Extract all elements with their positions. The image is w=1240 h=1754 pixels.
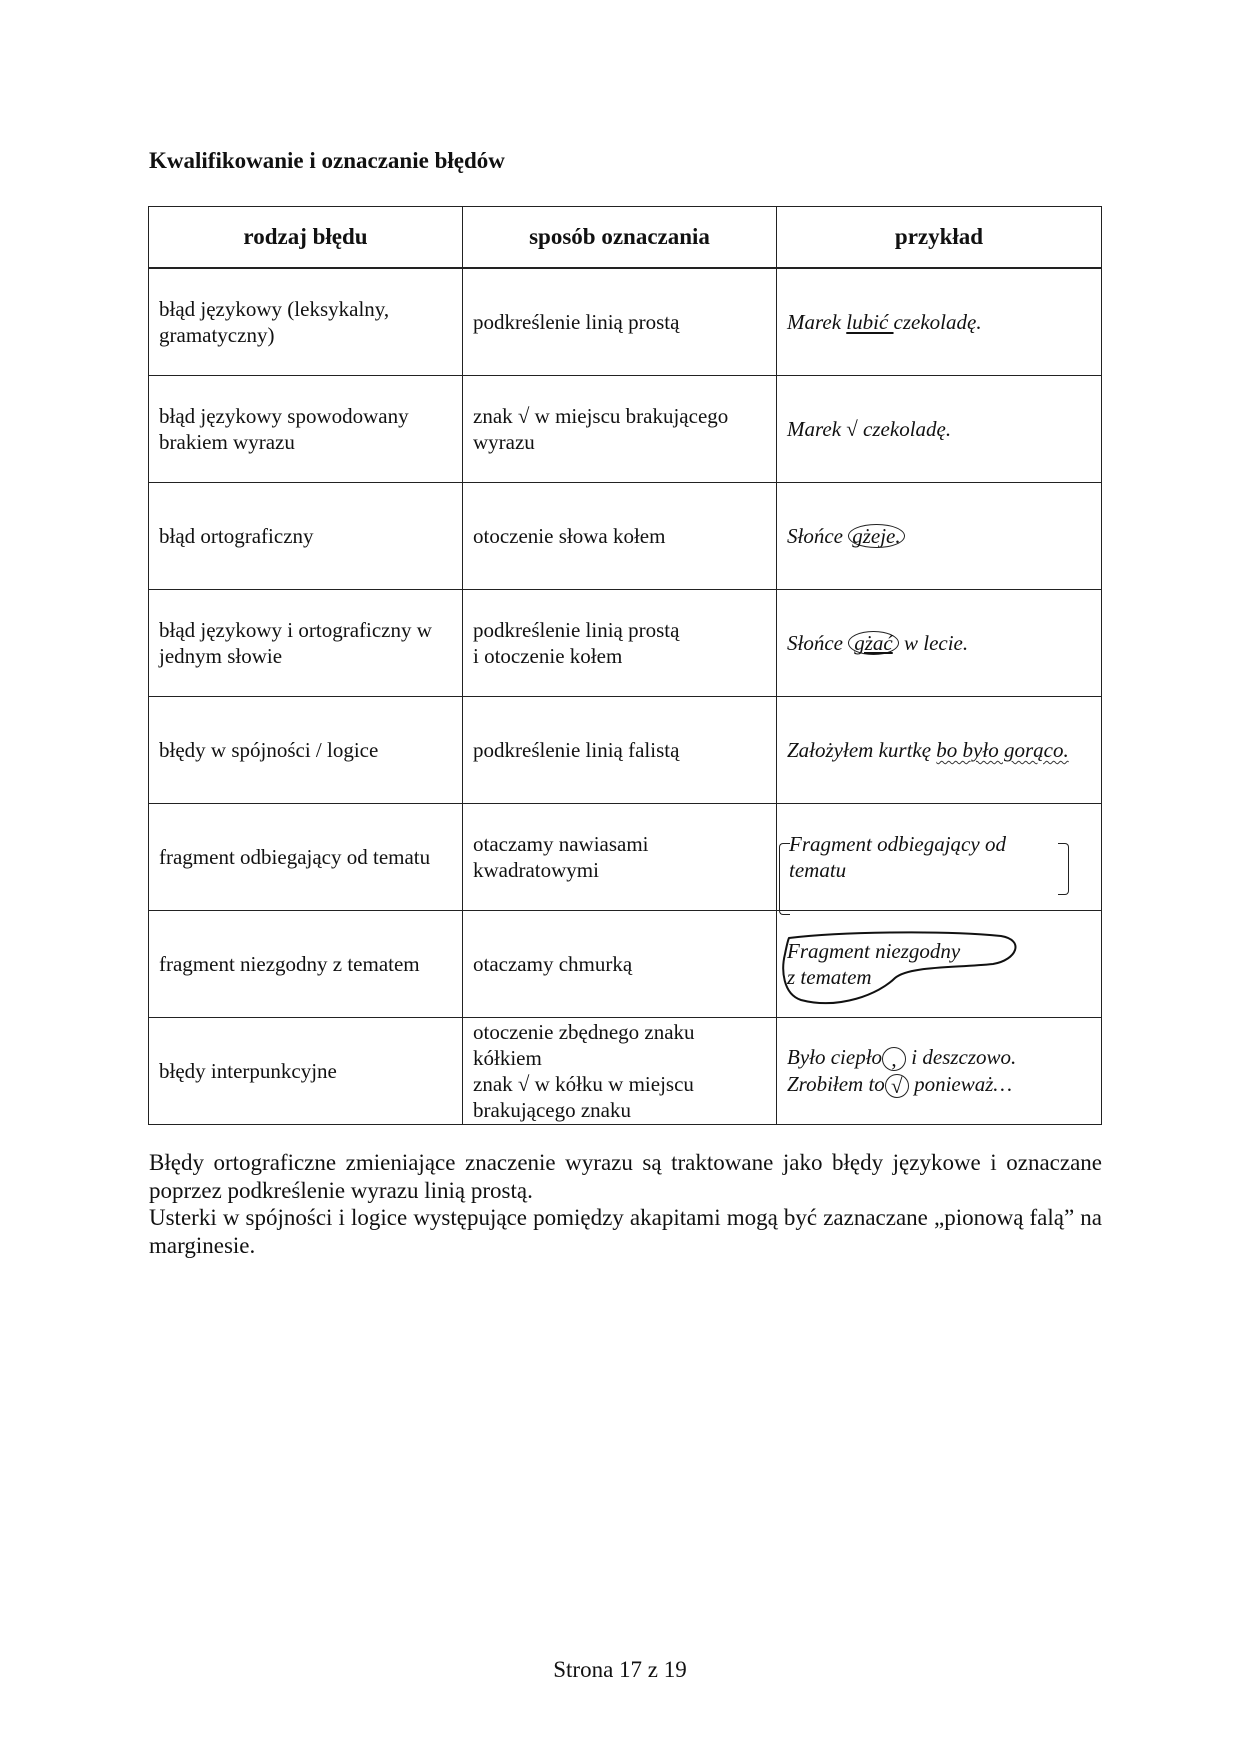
- marking-cell: podkreślenie linią falistą: [463, 697, 777, 804]
- table-header-row: [149, 207, 1102, 269]
- marking-cell: [463, 1018, 777, 1125]
- marking-cell: otaczamy nawiasami kwadratowymi: [463, 804, 777, 911]
- example-text: Fragment odbiegający od tematu: [789, 831, 1006, 882]
- example-cell: [777, 1018, 1102, 1125]
- note-paragraph: Usterki w spójności i logice występujące pomiędzy akapitami mogą być zaznaczane „pionową falą” na marginesie.: [149, 1205, 1102, 1258]
- table-row: [149, 268, 1102, 376]
- table-row: [149, 804, 1102, 911]
- example-text: Było ciepło: [787, 1044, 883, 1069]
- circled-word: gżeje.: [848, 524, 904, 548]
- table-row: [149, 590, 1102, 697]
- wavy-underlined-text: bo było gorąco.: [936, 737, 1069, 762]
- bracketed-fragment: [787, 831, 1091, 883]
- table-row: [149, 911, 1102, 1018]
- note-paragraph: Błędy ortograficzne zmieniające znaczenie wyrazu są traktowane jako błędy językowe i oznaczane poprzez podkreślenie wyrazu linią prostą.: [149, 1150, 1102, 1203]
- notes-section: [149, 1149, 1102, 1259]
- header-example: przykład: [777, 207, 1102, 269]
- circled-comma: ,: [882, 1047, 906, 1071]
- marking-cell: podkreślenie linią prostą: [463, 268, 777, 376]
- example-text: Słońce: [787, 630, 849, 655]
- example-cell: [777, 268, 1102, 376]
- example-cell: Marek √ czekoladę.: [777, 376, 1102, 483]
- example-text: Zrobiłem to: [787, 1072, 885, 1096]
- marking-line: otoczenie zbędnego znaku: [473, 1019, 695, 1044]
- table-row: [149, 1018, 1102, 1125]
- header-error-type: rodzaj błędu: [149, 207, 463, 269]
- underlined-word: lubić: [846, 309, 894, 334]
- header-marking-method: sposób oznaczania: [463, 207, 777, 269]
- error-type-cell: błąd ortograficzny: [149, 483, 463, 590]
- page-footer: Strona 17 z 19: [553, 1657, 687, 1682]
- error-type-cell: błąd językowy spowodowany brakiem wyrazu: [149, 376, 463, 483]
- right-square-bracket: [1058, 843, 1069, 895]
- marking-cell: otoczenie słowa kołem: [463, 483, 777, 590]
- marking-line: podkreślenie linią prostą: [473, 617, 680, 642]
- example-cell: [777, 590, 1102, 697]
- page-heading: Kwalifikowanie i oznaczanie błędów: [149, 148, 505, 173]
- example-cell: [777, 697, 1102, 804]
- example-text: Założyłem kurtkę: [787, 737, 937, 762]
- marking-cell: [463, 590, 777, 697]
- cloud-outline: [779, 930, 1021, 1006]
- example-text: w lecie.: [898, 630, 969, 655]
- table-row: [149, 376, 1102, 483]
- table-row: [149, 483, 1102, 590]
- table-row: [149, 697, 1102, 804]
- clouded-fragment: [787, 938, 1091, 990]
- error-type-cell: błąd językowy i ortograficzny w jednym słowie: [149, 590, 463, 697]
- example-text: czekoladę.: [893, 309, 982, 334]
- example-text: Fragment niezgodny: [787, 938, 961, 963]
- example-cell: [777, 804, 1102, 911]
- error-type-cell: fragment niezgodny z tematem: [149, 911, 463, 1018]
- marking-line: i otoczenie kołem: [473, 644, 623, 668]
- example-text: Marek: [787, 309, 847, 334]
- example-text: z tematem: [787, 965, 872, 989]
- error-type-cell: błędy w spójności / logice: [149, 697, 463, 804]
- error-marking-table: [148, 206, 1102, 1125]
- example-text: ponieważ…: [908, 1072, 1013, 1096]
- left-square-bracket: [779, 843, 790, 915]
- marking-cell: otaczamy chmurką: [463, 911, 777, 1018]
- error-type-cell: fragment odbiegający od tematu: [149, 804, 463, 911]
- circled-underlined-word: gżać: [848, 631, 899, 655]
- marking-cell: znak √ w miejscu brakującego wyrazu: [463, 376, 777, 483]
- error-type-cell: błędy interpunkcyjne: [149, 1018, 463, 1125]
- marking-line: kółkiem: [473, 1045, 542, 1070]
- circled-check-mark: √: [885, 1074, 909, 1098]
- example-text: Słońce: [787, 523, 849, 548]
- error-type-cell: błąd językowy (leksykalny, gramatyczny): [149, 268, 463, 376]
- example-text: i deszczowo.: [906, 1044, 1017, 1069]
- marking-line: znak √ w kółku w miejscu: [473, 1072, 694, 1096]
- example-cell: [777, 911, 1102, 1018]
- marking-line: brakującego znaku: [473, 1098, 632, 1123]
- example-cell: [777, 483, 1102, 590]
